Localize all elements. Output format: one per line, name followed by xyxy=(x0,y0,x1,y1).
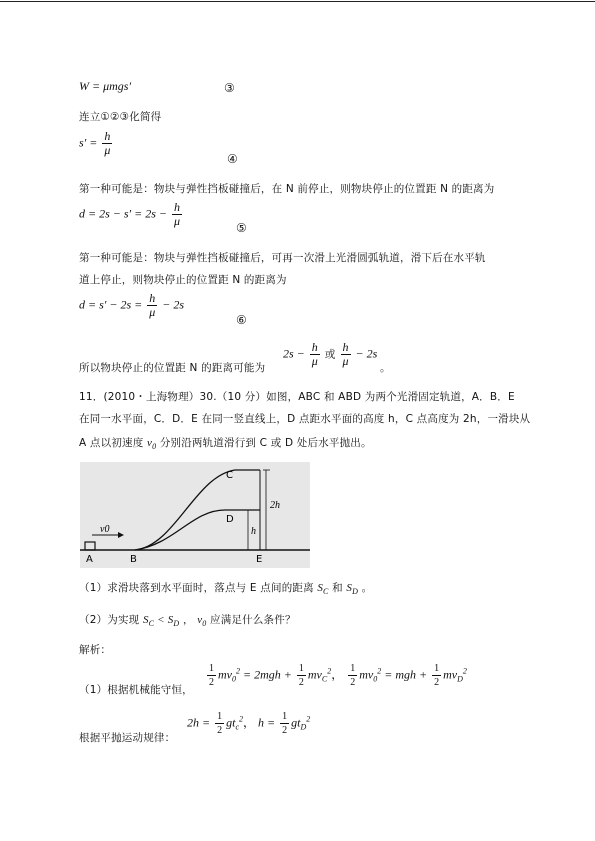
text-combine: 连立①②③化简得 xyxy=(79,111,162,123)
label-e: E xyxy=(256,554,263,565)
analysis-label: 解析： xyxy=(79,644,112,656)
equation-d-case-1: d = 2s − s′ = 2s − $\frac{h}{\mu}$ xyxy=(79,200,181,228)
problem-11-line-1: 11．(2010・上海物理）30.（10 分）如图，ABC 和 ABD 为两个光滑固定轨道，A．B．E xyxy=(79,391,515,403)
projectile-equations: 2h = $\frac{1}{2}$ $gt_c^2$， h = $\frac{1}{2}$ $gt_D^2$ xyxy=(187,711,311,736)
question-1: （1）求滑块落到水平面时，落点与 E 点间的距离 $S_C$ 和 $S_D$ 。 xyxy=(79,582,373,597)
equation-d-case-2: d = s′ − 2s = $\frac{h}{\mu}$ − 2s xyxy=(79,291,185,319)
label-h: h xyxy=(251,526,256,537)
conclusion-expression: 2s − $\frac{h}{\mu}$ 或 $\frac{h}{\mu}$ − 2s xyxy=(283,340,378,368)
problem-11-line-2: 在同一水平面，C．D．E 在同一竖直线上，D 点距水平面的高度 h，C 点高度为 2h，一滑块从 xyxy=(79,413,531,425)
text-conclusion-end: 。 xyxy=(380,362,391,374)
text-case-1: 第一种可能是：物块与弹性挡板碰撞后，在 N 前停止，则物块停止的位置距 N 的距离为 xyxy=(79,183,495,195)
answer-1-text: （1）根据机械能守恒， xyxy=(79,684,193,696)
page-top-rule xyxy=(0,1,595,2)
label-v0: v0 xyxy=(100,524,110,535)
label-b: B xyxy=(130,554,137,565)
v0-symbol-2: $v_0$ xyxy=(197,614,207,629)
label-c: C xyxy=(226,470,233,481)
text-conclusion: 所以物块停止的位置距 N 的距离可能为 xyxy=(79,362,266,374)
equation-number-3: ③ xyxy=(224,81,235,95)
sd-symbol: $S_D$ xyxy=(346,582,359,597)
label-a: A xyxy=(86,554,93,565)
energy-equations: $\frac{1}{2}$ $mv_0^2 = 2mgh$ + $\frac{1}{2}$ $mv_C^2$， $\frac{1}{2}$ $mv_0^2$ = mgh + $\frac{1}{2}$ $mv_D^2$ xyxy=(209,663,467,688)
sc-less-sd: $S_C < S_D$ xyxy=(142,614,180,629)
equation-work: W = μmgs′ xyxy=(79,79,132,93)
equation-number-6: ⑥ xyxy=(236,313,247,327)
track-diagram xyxy=(80,462,310,568)
text-case-2-line-2: 道上停止，则物块停止的位置距 N 的距离为 xyxy=(79,274,287,286)
answer-2-text: 根据平抛运动规律： xyxy=(79,732,176,744)
equation-number-4: ④ xyxy=(227,152,238,166)
question-2: （2）为实现 $S_C < S_D$ ， $v_0$ 应满足什么条件？ xyxy=(79,614,296,629)
text-case-2-line-1: 第一种可能是：物块与弹性挡板碰撞后，可再一次滑上光滑圆弧轨道，滑下后在水平轨 xyxy=(79,252,486,264)
v0-symbol: $v_0$ xyxy=(146,437,157,452)
equation-number-5: ⑤ xyxy=(236,221,247,235)
label-d: D xyxy=(226,514,234,525)
equation-s-prime: s′ = $\frac{h}{\mu}$ xyxy=(79,129,111,157)
text-or: 或 xyxy=(324,348,336,361)
sc-symbol: $S_C$ xyxy=(317,582,329,597)
label-2h: 2h xyxy=(270,500,280,511)
problem-11-line-3: A 点以初速度 $v_0$ 分别沿两轨道滑行到 C 或 D 处后水平抛出。 xyxy=(79,437,372,452)
